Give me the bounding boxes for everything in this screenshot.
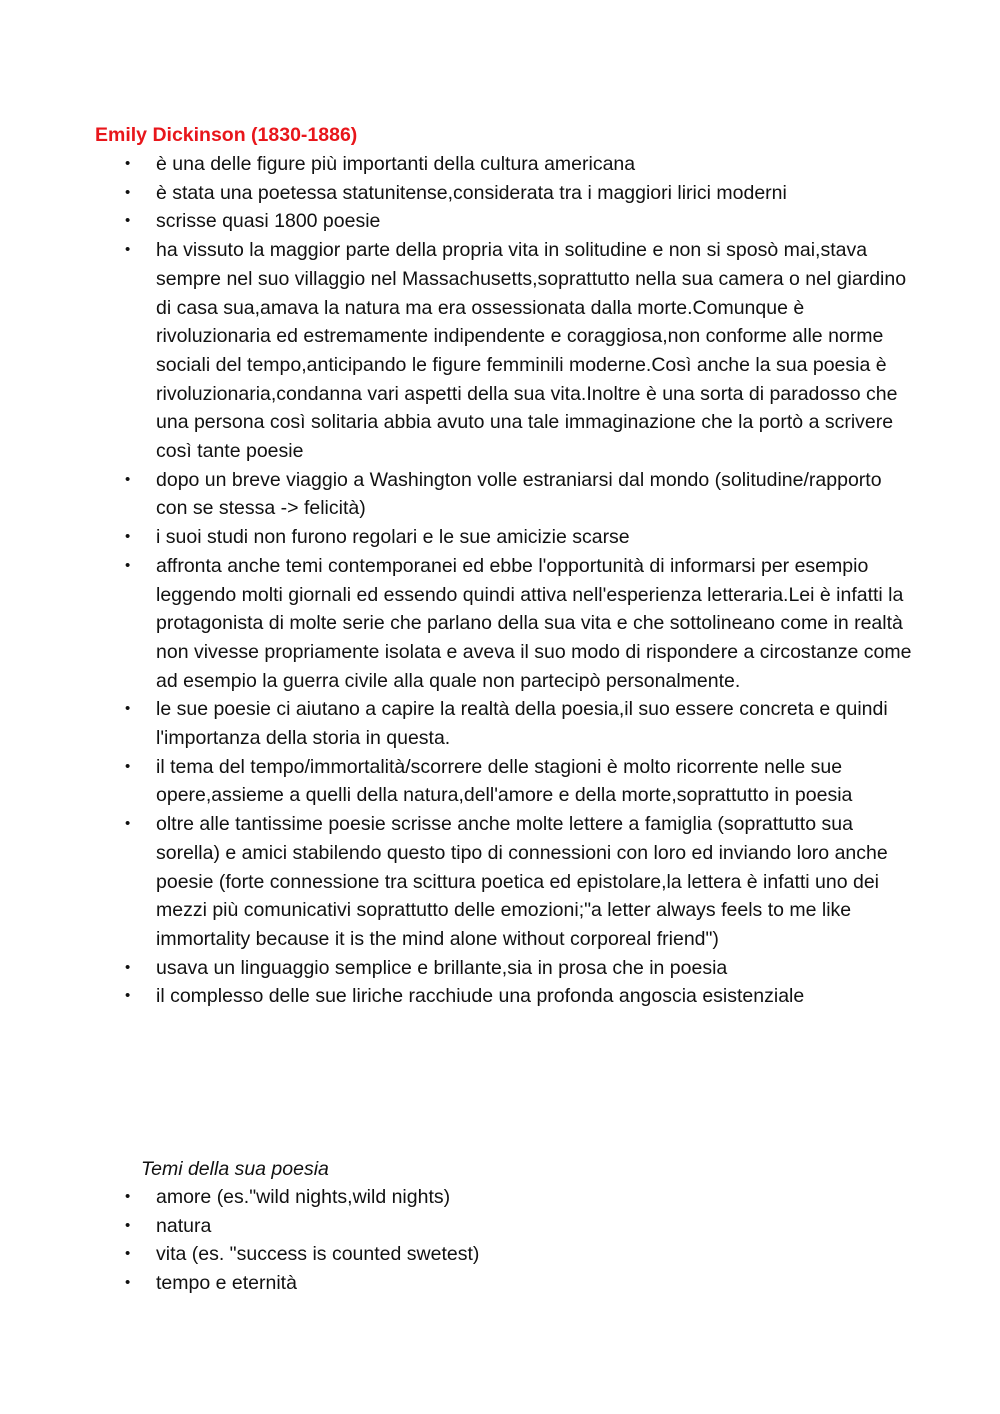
bullet-icon: • — [125, 528, 131, 546]
list-item — [124, 753, 914, 810]
biography-list — [124, 150, 914, 1011]
list-item-text: oltre alle tantissime poesie scrisse anche molte lettere a famiglia (soprattutto sua sorella) e amici stabilendo questo tipo di connessioni con loro ed inviando loro anche poesie (forte connessione tra scittura poetica ed epistolare,la lettera è infatti uno dei mezzi più comunicativi soprattutto delle emozioni;"a letter always feels to me like immortality because it is the mind alone without corporeal friend") — [156, 813, 888, 950]
list-item — [124, 695, 914, 752]
list-item — [124, 1269, 914, 1298]
list-item-text: affronta anche temi contemporanei ed ebbe l'opportunità di informarsi per esempio leggendo molti giornali ed essendo quindi attiva nell'esperienza letteraria.Lei è infatti la protagonista di molte serie che parlano della sua vita e che sottolineano come in realtà non vivesse propriamente isolata e aveva il suo modo di rispondere a circostanze come ad esempio la guerra civile alla quale non partecipò personalmente. — [156, 554, 912, 692]
list-item-text: il tema del tempo/immortalità/scorrere delle stagioni è molto ricorrente nelle sue opere,assieme a quelli della natura,dell'amore e della morte,soprattutto in poesia — [156, 755, 853, 807]
list-item — [124, 954, 914, 983]
list-item — [124, 466, 914, 523]
bullet-icon: • — [125, 757, 131, 775]
bullet-icon: • — [125, 1216, 131, 1234]
bullet-icon: • — [125, 815, 131, 833]
list-item — [124, 1212, 914, 1241]
themes-heading: Temi della sua poesia — [141, 1158, 329, 1180]
bullet-icon: • — [125, 700, 131, 718]
bullet-icon: • — [125, 183, 131, 201]
list-item-text: le sue poesie ci aiutano a capire la realtà della poesia,il suo essere concreta e quindi l'importanza della storia in questa. — [156, 698, 888, 750]
list-item — [124, 552, 914, 696]
bullet-icon: • — [125, 556, 131, 574]
list-item — [124, 1240, 914, 1269]
list-item-text: ha vissuto la maggior parte della propria vita in solitudine e non si sposò mai,stava sempre nel suo villaggio nel Massachusetts,soprattutto nella sua camera o nel giardino di casa sua,amava la natura ma era ossessionata dalla morte.Comunque è rivoluzionaria ed estremamente indipendente e coraggiosa,non conforme alle norme sociali del tempo,anticipando le figure femminili moderne.Così anche la sua poesia è rivoluzionaria,condanna vari aspetti della sua vita.Inoltre è una sorta di paradosso che una persona così solitaria abbia avuto una tale immaginazione che la portò a scrivere così tante poesie — [156, 239, 907, 463]
list-item — [124, 1183, 914, 1212]
bullet-icon: • — [125, 241, 131, 259]
list-item-text: il complesso delle sue liriche racchiude una profonda angoscia esistenziale — [156, 985, 805, 1008]
list-item-text: amore (es."wild nights,wild nights) — [156, 1186, 451, 1208]
list-item-text: è una delle figure più importanti della cultura americana — [156, 153, 636, 175]
bullet-icon: • — [125, 470, 131, 488]
list-item-text: vita (es. "success is counted swetest) — [156, 1243, 480, 1266]
list-item — [124, 810, 914, 954]
bullet-icon: • — [125, 155, 131, 172]
list-item — [124, 150, 914, 179]
list-item-text: dopo un breve viaggio a Washington volle estraniarsi dal mondo (solitudine/rapporto con se stessa -> felicità) — [156, 468, 882, 520]
list-item — [124, 207, 914, 236]
list-item-text: usava un linguaggio semplice e brillante,sia in prosa che in poesia — [156, 956, 728, 979]
list-item-text: scrisse quasi 1800 poesie — [156, 210, 381, 233]
bullet-icon: • — [125, 1245, 131, 1263]
document-title: Emily Dickinson (1830-1886) — [95, 124, 358, 146]
themes-list — [124, 1183, 914, 1298]
bullet-icon: • — [125, 212, 131, 230]
list-item-text: è stata una poetessa statunitense,considerata tra i maggiori lirici moderni — [156, 181, 787, 204]
list-item-text: tempo e eternità — [156, 1272, 297, 1295]
list-item — [124, 982, 914, 1011]
list-item-text: i suoi studi non furono regolari e le sue amicizie scarse — [156, 526, 630, 549]
bullet-icon: • — [125, 987, 131, 1005]
bullet-icon: • — [125, 1188, 131, 1205]
bullet-icon: • — [125, 1274, 131, 1292]
bullet-icon: • — [125, 958, 131, 976]
list-item — [124, 179, 914, 208]
list-item-text: natura — [156, 1214, 212, 1237]
list-item — [124, 523, 914, 552]
list-item — [124, 236, 914, 466]
